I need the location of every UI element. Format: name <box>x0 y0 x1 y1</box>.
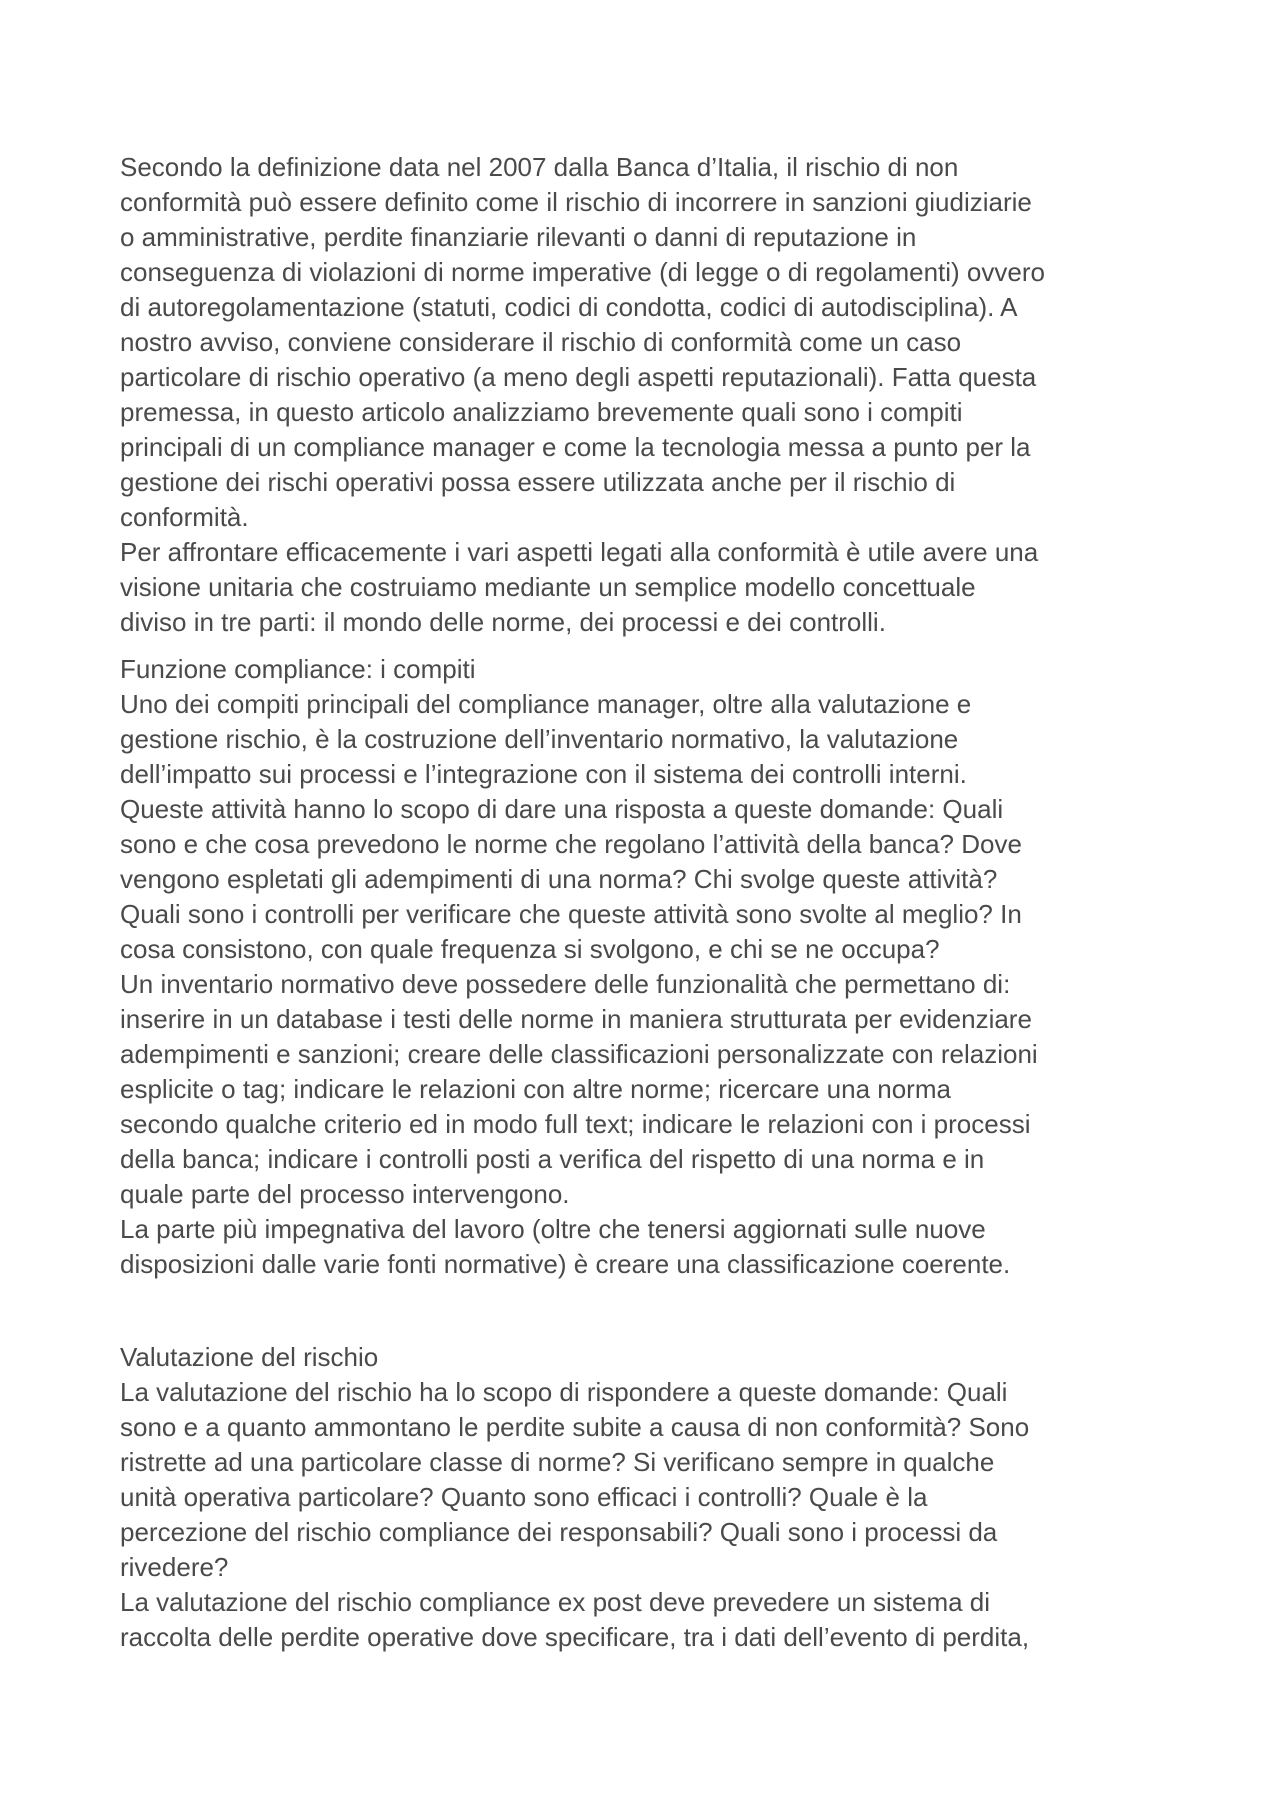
intro-paragraph: Secondo la definizione data nel 2007 dalla Banca d’Italia, il rischio di non conformità può essere definito come il rischio di incorrere in sanzioni giudiziarie o amministrative, perdite finanziarie rilevanti o danni di reputazione in conseguenza di violazioni di norme imperative (di legge o di regolamenti) ovvero di autoregolamentazione (statuti, codici di condotta, codici di autodisciplina). A nostro avviso, conviene considerare il rischio di conformità come un caso particolare di rischio operativo (a meno degli aspetti reputazionali). Fatta questa premessa, in questo articolo analizziamo brevemente quali sono i compiti principali di un compliance manager e come la tecnologia messa a punto per la gestione dei rischi operativi possa essere utilizzata anche per il rischio di conformità. <box>120 152 1045 532</box>
section-heading-risk: Valutazione del rischio <box>120 1342 379 1372</box>
risk-paragraph: La valutazione del rischio compliance ex post deve prevedere un sistema di raccolta delle perdite operative dove specificare, tra i dati dell’evento di perdita, <box>120 1587 1030 1652</box>
document-body <box>120 150 1180 1655</box>
compliance-paragraph: Uno dei compiti principali del compliance manager, oltre alla valutazione e gestione rischio, è la costruzione dell’inventario normativo, la valutazione dell’impatto sui processi e l’integrazione con il sistema dei controlli interni. <box>120 689 972 789</box>
section-heading-compliance: Funzione compliance: i compiti <box>120 654 476 684</box>
spacer <box>120 1282 1180 1340</box>
compliance-paragraph: Queste attività hanno lo scopo di dare una risposta a queste domande: Quali sono e che cosa prevedono le norme che regolano l’attività della banca? Dove vengono espletati gli adempimenti di una norma? Chi svolge queste attività? Quali sono i controlli per verificare che queste attività sono svolte al meglio? In cosa consistono, con quale frequenza si svolgono, e chi se ne occupa? <box>120 794 1022 964</box>
intro-paragraph: Per affrontare efficacemente i vari aspetti legati alla conformità è utile avere una visione unitaria che costruiamo mediante un semplice modello concettuale diviso in tre parti: il mondo delle norme, dei processi e dei controlli. <box>120 537 1039 637</box>
risk-paragraph: La valutazione del rischio ha lo scopo di rispondere a queste domande: Quali sono e a quanto ammontano le perdite subite a causa di non conformità? Sono ristrette ad una particolare classe di norme? Si verificano sempre in qualche unità operativa particolare? Quanto sono efficaci i controlli? Quale è la percezione del rischio compliance dei responsabili? Quali sono i processi da rivedere? <box>120 1377 1030 1582</box>
compliance-paragraph: La parte più impegnativa del lavoro (oltre che tenersi aggiornati sulle nuove disposizioni dalle varie fonti normative) è creare una classificazione coerente. <box>120 1214 1011 1279</box>
spacer <box>120 640 1180 652</box>
compliance-paragraph: Un inventario normativo deve possedere delle funzionalità che permettano di: inserire in un database i testi delle norme in maniera strutturata per evidenziare adempimenti e sanzioni; creare delle classificazioni personalizzate con relazioni esplicite o tag; indicare le relazioni con altre norme; ricercare una norma secondo qualche criterio ed in modo full text; indicare le relazioni con i processi della banca; indicare i controlli posti a verifica del rispetto di una norma e in quale parte del processo intervengono. <box>120 969 1038 1209</box>
